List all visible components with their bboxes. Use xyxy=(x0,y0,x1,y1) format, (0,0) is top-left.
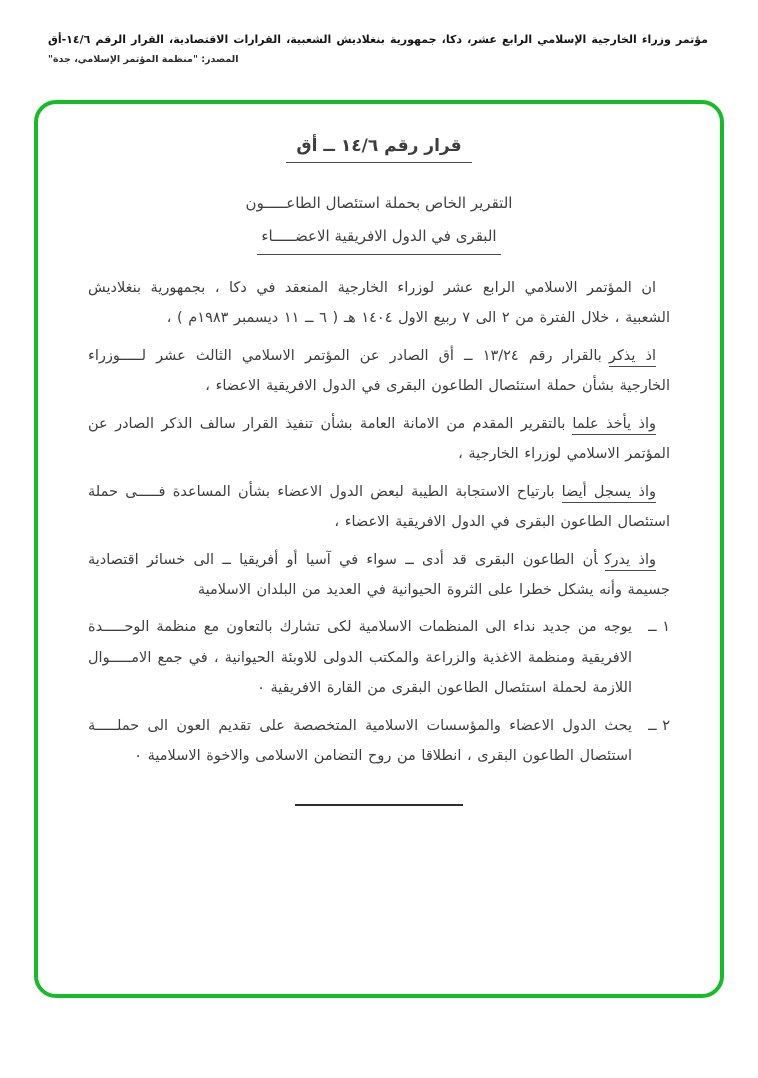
paragraph-lead: اذ يذكر xyxy=(609,348,656,367)
citation-line: مؤتمر وزراء الخارجية الإسلامي الرابع عشر، دكا، جمهورية بنغلاديش الشعبية، القرارات الاقتصادية، القرار الرقم ١٤/٦-أق xyxy=(48,33,708,46)
resolution-subtitle-row-2 xyxy=(88,222,670,256)
paragraph-text: بارتياح الاستجابة الطيبة لبعض الدول الاعضاء بشأن المساعدة فـــــى حملة استئصال الطاعون البقرى في الدول الافريقية الاعضاء ، xyxy=(88,483,670,531)
paragraph-text: أن الطاعون البقرى قد أدى ــ سواء في آسيا أو أفريقيا ــ الى خسائر اقتصادية جسيمة وأنه يشكل خطرا على الثروة الحيوانية في العديد من البلدان الاسلامية xyxy=(88,551,670,598)
paragraph-lead: واذ يسجل أيضا xyxy=(562,484,656,503)
preamble-paragraph xyxy=(88,409,670,470)
resolution-body xyxy=(88,273,670,806)
preamble-paragraph xyxy=(88,477,670,538)
closing-rule xyxy=(295,804,463,806)
paragraph-text: بالقرار رقم ١٣/٢٤ ــ أق الصادر عن المؤتمر الاسلامي الثالث عشر لـــــوزراء الخارجية بشأن حملة استئصال الطاعون البقرى في الدول الافريقية الاعضاء ، xyxy=(88,347,670,395)
source-line: المصدر: "منظمة المؤتمر الإسلامي، جدة" xyxy=(48,53,239,65)
paragraph-text: بالتقرير المقدم من الامانة العامة بشأن تنفيذ القرار سالف الذكر الصادر عن المؤتمر الاسلامي لوزراء الخارجية ، xyxy=(88,415,670,463)
preamble-paragraph xyxy=(88,545,670,606)
preamble-paragraph xyxy=(88,341,670,402)
resolution-title: قرار رقم ١٤/٦ ــ أق xyxy=(286,136,471,163)
highlight-frame xyxy=(34,100,724,998)
item-number: ٢ ــ xyxy=(648,717,670,734)
item-text: يوجه من جديد نداء الى المنظمات الاسلامية لكى تشارك بالتعاون مع منظمة الوحـــــدة الافريقية ومنظمة الاغذية والزراعة والمكتب الدولى للاوبئة الحيوانية ، في جمع الامـــــوال اللازمة لحملة استئصال الطاعون البقرى من القارة الافريقية ٠ xyxy=(88,619,632,697)
operative-item xyxy=(88,612,670,703)
paragraph-text: ان المؤتمر الاسلامي الرابع عشر لوزراء الخارجية المنعقد في دكا ، بجمهورية بنغلاديش الشعبية ، خلال الفترة من ٢ الى ٧ ربيع الاول ١٤٠٤ هـ ( ٦ ــ ١١ ديسمبر ١٩٨٣م ) ، xyxy=(88,280,670,327)
resolution-subtitle-line1: التقرير الخاص بحملة استئصال الطاعـــــون xyxy=(245,194,513,212)
resolution-subtitle-line2: البقرى في الدول الافريقية الاعضـــــاء xyxy=(257,222,500,256)
item-text: يحث الدول الاعضاء والمؤسسات الاسلامية المتخصصة على تقديم العون الى حملـــــة استئصال الطاعون البقرى ، انطلاقا من روح التضامن الاسلامى والاخوة الاسلامية ٠ xyxy=(88,717,632,765)
operative-item xyxy=(88,711,670,772)
resolution-subtitle-row-1 xyxy=(88,189,670,222)
resolution-title-row xyxy=(88,136,670,163)
citation-header xyxy=(48,32,708,65)
item-number: ١ ــ xyxy=(648,619,670,636)
preamble-paragraph xyxy=(88,273,670,334)
paragraph-lead: واذ يأخذ علما xyxy=(572,416,656,435)
paragraph-lead: واذ يدرك xyxy=(605,552,656,571)
